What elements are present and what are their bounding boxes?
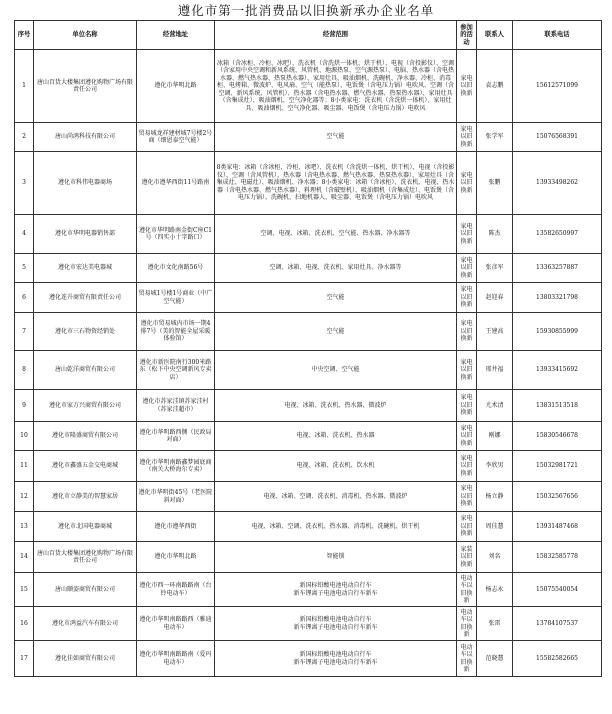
cell-scope: 新国标铅酸电池电动自行车 新车锂离子电池电动自行车新车	[215, 641, 457, 677]
header-no: 序号	[15, 21, 34, 50]
table-row	[15, 123, 602, 152]
cell-contact: 邢井福	[477, 351, 513, 390]
cell-scope: 电视、冰箱、洗衣机、热水器、微波炉	[215, 390, 457, 422]
cell-activity: 家电以旧换新	[457, 215, 477, 254]
cell-activity: 家电以旧换新	[457, 512, 477, 542]
cell-activity: 家电以旧换新	[457, 123, 477, 152]
cell-name: 遵化市家万兴商贸有限公司	[34, 390, 137, 422]
cell-no: 11	[15, 451, 34, 482]
cell-phone: 13933498262	[513, 152, 602, 215]
cell-no: 12	[15, 482, 34, 512]
cell-address: 遵化市华明北路	[137, 50, 215, 123]
cell-name: 唐山百货大楼集团遵化购物广场有限责任公司	[34, 50, 137, 123]
cell-activity: 家电以旧换新	[457, 422, 477, 451]
cell-scope: 电视、冰箱、空调、洗衣机、消毒机、热水器、微波炉	[215, 482, 457, 512]
cell-contact: 周佳慧	[477, 512, 513, 542]
cell-scope: 智能锁	[215, 542, 457, 573]
cell-no: 15	[15, 573, 34, 607]
cell-address: 遵化市华明路西侧（民政局对面）	[137, 422, 215, 451]
cell-address: 遵化市华明南路路西（雅迪电动车）	[137, 607, 215, 641]
cell-name: 遵化市隆盛商贸有限公司	[34, 422, 137, 451]
cell-no: 14	[15, 542, 34, 573]
cell-activity: 家电以旧换新	[457, 254, 477, 283]
cell-contact: 陈杰	[477, 215, 513, 254]
cell-scope: 电视、冰箱、洗衣机、饮水机	[215, 451, 457, 482]
cell-scope: 空气能	[215, 283, 457, 313]
cell-scope: 空气能	[215, 313, 457, 351]
table-row	[15, 313, 602, 351]
table-row	[15, 641, 602, 677]
table-row	[15, 215, 602, 254]
cell-contact: 刚娜	[477, 422, 513, 451]
cell-phone: 15832585778	[513, 542, 602, 573]
cell-activity: 电动车以旧换新	[457, 573, 477, 607]
cell-no: 13	[15, 512, 34, 542]
page-title: 遵化市第一批消费品以旧换新承办企业名单	[177, 3, 435, 18]
cell-no: 7	[15, 313, 34, 351]
cell-no: 4	[15, 215, 34, 254]
cell-scope: 冰箱（含冰柜、冷柜、冰吧）、洗衣机（含洗烘一体机、烘干机）、电视（含投影仪）、空调（含家用中央空调和新风系统、风管机、地源热泵、空气源热泵）、电脑、热水器（含电热水器、燃气热水器、热泵热水器）、家用灶具、吸油烟机、洗碗机、净水器、冷柜、消毒柜、电烤箱、微波炉、电风扇、空气（能热泵）、电饭煲（含电压力锅）电吹风、空调（含空调、新风系统、风管机）、热水器（含电热水器、燃气热水器、热泵热水器）、家用灶具（含集成灶）、吸油烟机、空气净化器等；8小类家电：洗衣机（含洗烘一体机）、家用灶具、吸油烟机、空气净化器、吸尘器、电饭煲（含电压力锅）电吹风	[215, 50, 457, 123]
header-name: 单位名称	[34, 21, 137, 50]
cell-address: 遵化市华明路南金街C座C1号（四实小十字路口）	[137, 215, 215, 254]
cell-name: 唐山尚鸿科技有限公司	[34, 123, 137, 152]
cell-contact: 杨立静	[477, 482, 513, 512]
table-row	[15, 50, 602, 123]
cell-address: 遵化市苏家洼镇苏家洼村（苏家洼超市）	[137, 390, 215, 422]
cell-address: 遵化市遵华西街	[137, 512, 215, 542]
cell-activity: 家电以旧换新	[457, 50, 477, 123]
cell-name: 遵化市华明电器销售部	[34, 215, 137, 254]
cell-phone: 15076568391	[513, 123, 602, 152]
cell-activity: 家电以旧换新	[457, 313, 477, 351]
table-row	[15, 254, 602, 283]
cell-name: 遵化市北国电器商城	[34, 512, 137, 542]
cell-phone: 13582650997	[513, 215, 602, 254]
table-row	[15, 542, 602, 573]
cell-no: 1	[15, 50, 34, 123]
table-row	[15, 482, 602, 512]
cell-name: 遵化市三石物资经销处	[34, 313, 137, 351]
cell-activity: 电动车以旧换新	[457, 641, 477, 677]
cell-scope: 电视、冰箱、洗衣机、热水器	[215, 422, 457, 451]
cell-phone: 15032567656	[513, 482, 602, 512]
cell-activity: 家电以旧换新	[457, 152, 477, 215]
cell-address: 遵化市新医院南行300米路东（松下中央空调新风专卖店）	[137, 351, 215, 390]
table-row	[15, 512, 602, 542]
cell-contact: 张学军	[477, 123, 513, 152]
cell-address: 贸易城龙祥建材城7号楼2号商（细恩泰空气能）	[137, 123, 215, 152]
cell-address: 遵化市华明街45号（老医院斜对面）	[137, 482, 215, 512]
cell-name: 遵化市科伟电器商场	[34, 152, 137, 215]
cell-contact: 张彦军	[477, 254, 513, 283]
cell-name: 唐山乾洋商贸有限公司	[34, 351, 137, 390]
enterprise-table	[14, 20, 602, 677]
cell-phone: 15582582665	[513, 641, 602, 677]
cell-no: 2	[15, 123, 34, 152]
cell-scope: 空调、冰箱、电视、洗衣机、家用灶具、净水器等	[215, 254, 457, 283]
cell-address: 遵化市文化南路56号	[137, 254, 215, 283]
cell-address: 遵化市西一环南路路南（台铃电动车）	[137, 573, 215, 607]
cell-scope: 空气能	[215, 123, 457, 152]
cell-name: 唐山顺姿商贸有限公司	[34, 573, 137, 607]
header-activity: 参加的活动	[457, 21, 477, 50]
cell-address: 遵化市华明北路	[137, 542, 215, 573]
cell-contact: 刘名	[477, 542, 513, 573]
cell-scope: 空调、电视、冰箱、洗衣机、空气能、热水器、净水器等	[215, 215, 457, 254]
cell-scope: 电视、冰箱、空调、洗衣机、热水器、消毒机、洗碗机、烘干机	[215, 512, 457, 542]
cell-no: 16	[15, 607, 34, 641]
cell-activity: 家装以旧换新	[457, 542, 477, 573]
cell-address: 遵化市贸易城内市场一期4排7号（美的智能全屋采暖体验馆）	[137, 313, 215, 351]
header-phone: 联系电话	[513, 21, 602, 50]
cell-address: 遵化市华明南路鑫梦园底商（南关大桥海尔专卖）	[137, 451, 215, 482]
cell-contact: 尤术清	[477, 390, 513, 422]
cell-activity: 家电以旧换新	[457, 482, 477, 512]
cell-no: 5	[15, 254, 34, 283]
cell-scope: 新国标铅酸电池电动自行车 新车锂离子电池电动自行车新车	[215, 573, 457, 607]
cell-phone: 15032981721	[513, 451, 602, 482]
cell-address: 遵化市华明南路路南（爱玛电动车）	[137, 641, 215, 677]
table-row	[15, 152, 602, 215]
cell-activity: 电动车以旧换新	[457, 607, 477, 641]
cell-address: 贸易城1号楼1号商业（中广空气能）	[137, 283, 215, 313]
cell-no: 6	[15, 283, 34, 313]
cell-phone: 13831513518	[513, 390, 602, 422]
cell-name: 遵化市宏达美电器城	[34, 254, 137, 283]
cell-name: 遵化佳如商贸有限公司	[34, 641, 137, 677]
table-header-row	[15, 21, 602, 50]
cell-scope: 中央空调、空气能	[215, 351, 457, 390]
cell-activity: 家电以旧换新	[457, 351, 477, 390]
table-row	[15, 422, 602, 451]
cell-contact: 张雷	[477, 607, 513, 641]
cell-activity: 家电以旧换新	[457, 283, 477, 313]
cell-phone: 15930855999	[513, 313, 602, 351]
cell-no: 3	[15, 152, 34, 215]
cell-phone: 13803321798	[513, 283, 602, 313]
cell-phone: 15075540054	[513, 573, 602, 607]
cell-phone: 15612571099	[513, 50, 602, 123]
cell-contact: 赵迎春	[477, 283, 513, 313]
cell-name: 遵化市立静美的智慧家居	[34, 482, 137, 512]
cell-phone: 15830546678	[513, 422, 602, 451]
cell-contact: 杨志永	[477, 573, 513, 607]
cell-name: 唐山百货大楼集团遵化购物广场有限责任公司	[34, 542, 137, 573]
cell-no: 17	[15, 641, 34, 677]
header-address: 经营地址	[137, 21, 215, 50]
cell-name: 遵化市鸿益汽车有限公司	[34, 607, 137, 641]
cell-address: 遵化市遵华西街11号路南	[137, 152, 215, 215]
cell-contact: 李欣男	[477, 451, 513, 482]
cell-phone: 13363257887	[513, 254, 602, 283]
header-contact: 联系人	[477, 21, 513, 50]
cell-phone: 13931487468	[513, 512, 602, 542]
header-scope: 经营范围	[215, 21, 457, 50]
cell-no: 10	[15, 422, 34, 451]
table-row	[15, 573, 602, 607]
table-row	[15, 607, 602, 641]
cell-contact: 袁志鹏	[477, 50, 513, 123]
table-row	[15, 351, 602, 390]
cell-contact: 张鹏	[477, 152, 513, 215]
cell-no: 8	[15, 351, 34, 390]
cell-activity: 家电以旧换新	[457, 451, 477, 482]
cell-contact: 范晓慧	[477, 641, 513, 677]
table-row	[15, 283, 602, 313]
cell-name: 遵化连升商贸有限责任公司	[34, 283, 137, 313]
table-row	[15, 390, 602, 422]
cell-contact: 王建高	[477, 313, 513, 351]
cell-phone: 13784107537	[513, 607, 602, 641]
cell-scope: 新国标铅酸电池电动自行车 新车锂离子电池电动自行车新车	[215, 607, 457, 641]
cell-activity: 家电以旧换新	[457, 390, 477, 422]
table-row	[15, 451, 602, 482]
cell-scope: 8类家电：冰箱（含冰柜、冷柜、冰吧）、洗衣机（含洗烘一体机、烘干机）、电视（含投影仪）、空调（含风管机）、热水器（含电热水器、燃气热水器、热泵热水器）、家用灶具（含集成灶、电磁灶）、吸油烟机、净水器；8小类家电：冰箱（含冰柜）、洗衣机、电视、热水器（含电热水器、燃气热水器）、料理机（含破壁机）、吸油烟机（含集成灶）、电饭煲（含电压力锅）、洗碗机、扫地机器人、吸尘器、电饭煲（含电压力锅）电吹风	[215, 152, 457, 215]
cell-name: 遵化市鑫盛五金交电商城	[34, 451, 137, 482]
cell-no: 9	[15, 390, 34, 422]
cell-phone: 13933415692	[513, 351, 602, 390]
